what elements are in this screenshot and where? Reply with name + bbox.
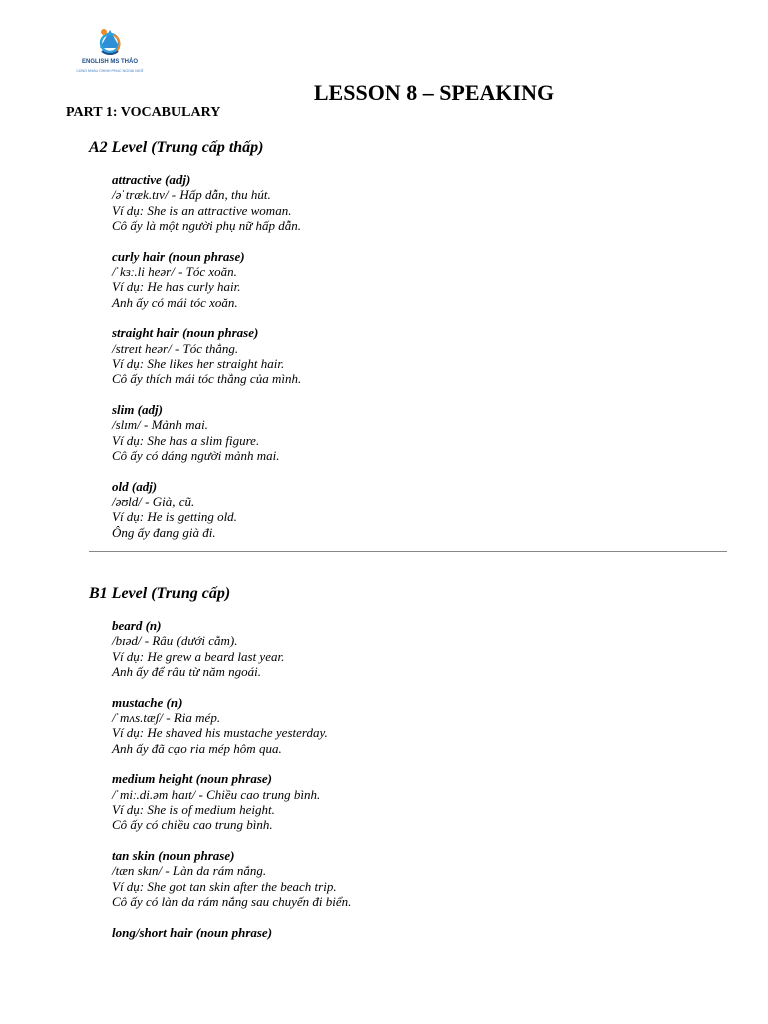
- vocab-term: attractive (adj): [112, 172, 191, 187]
- part-title: PART 1: VOCABULARY: [66, 105, 221, 120]
- vocab-pronunciation: /ˈmiː.di.əm haɪt/ - Chiều cao trung bình.: [112, 786, 321, 802]
- brand-tagline: CÙNG NHAU CHINH PHỤC NGOẠI NGỮ: [76, 69, 144, 73]
- vocab-pronunciation: /ˈkɜː.li heər/ - Tóc xoăn.: [112, 263, 237, 279]
- vocab-pronunciation: /slɪm/ - Mảnh mai.: [112, 417, 208, 433]
- vocab-translation: Cô ấy có làn da rám nắng sau chuyến đi biển.: [112, 893, 352, 909]
- vocab-example: Ví dụ: She likes her straight hair.: [112, 355, 285, 371]
- vocab-translation: Anh ấy để râu từ năm ngoái.: [112, 663, 261, 679]
- vocab-list-b1: [112, 618, 732, 956]
- vocab-example: Ví dụ: He shaved his mustache yesterday.: [112, 725, 328, 741]
- vocab-translation: Anh ấy có mái tóc xoăn.: [112, 294, 238, 310]
- vocab-term: straight hair (noun phrase): [112, 325, 259, 341]
- vocab-example: Ví dụ: He grew a beard last year.: [112, 648, 285, 664]
- vocab-example: Ví dụ: He is getting old.: [112, 509, 237, 525]
- vocab-term: medium height (noun phrase): [112, 771, 273, 787]
- vocab-example: Ví dụ: He has curly hair.: [112, 279, 241, 295]
- vocab-entry: [112, 925, 732, 940]
- vocab-entry: [112, 771, 732, 832]
- vocab-example: Ví dụ: She is an attractive woman.: [112, 202, 292, 218]
- vocab-example: Ví dụ: She is of medium height.: [112, 801, 275, 817]
- vocab-pronunciation: /əʊld/ - Già, cũ.: [112, 494, 195, 510]
- vocab-example: Ví dụ: She has a slim figure.: [112, 432, 260, 448]
- vocab-translation: Cô ấy có chiều cao trung bình.: [112, 817, 273, 833]
- vocab-term: long/short hair (noun phrase): [112, 924, 273, 940]
- vocab-translation: Cô ấy có dáng người mảnh mai.: [112, 447, 280, 463]
- vocab-term: slim (adj): [112, 402, 163, 418]
- vocab-translation: Cô ấy là một người phụ nữ hấp dẫn.: [112, 217, 302, 233]
- vocab-list-a2: [112, 172, 732, 555]
- vocab-example: Ví dụ: She got tan skin after the beach trip.: [112, 878, 337, 894]
- vocab-term: tan skin (noun phrase): [112, 848, 235, 864]
- vocab-entry: [112, 325, 732, 386]
- vocab-entry: [112, 249, 732, 310]
- vocab-term: curly hair (noun phrase): [112, 248, 245, 264]
- logo-mark-icon: [90, 26, 130, 60]
- section-heading-b1: B1 Level (Trung cấp): [89, 585, 231, 602]
- vocab-term: beard (n): [112, 618, 162, 633]
- section-divider: [89, 551, 727, 552]
- vocab-entry: [112, 695, 732, 756]
- vocab-pronunciation: /əˈtræk.tɪv/ - Hấp dẫn, thu hút.: [112, 187, 271, 203]
- vocab-translation: Ông ấy đang già đi.: [112, 524, 216, 540]
- vocab-pronunciation: /ˈmʌs.tæʃ/ - Ria mép.: [112, 709, 221, 725]
- vocab-entry: [112, 479, 732, 540]
- lesson-title: LESSON 8 – SPEAKING: [313, 80, 555, 105]
- vocab-pronunciation: /bɪəd/ - Râu (dưới cằm).: [112, 633, 238, 649]
- section-heading-a2: A2 Level (Trung cấp thấp): [89, 139, 264, 156]
- vocab-entry: [112, 618, 732, 679]
- vocab-pronunciation: /tæn skɪn/ - Làn da rám nắng.: [112, 863, 267, 879]
- vocab-entry: [112, 848, 732, 909]
- brand-name: ENGLISH MS THẢO: [81, 59, 138, 65]
- vocab-entry: [112, 402, 732, 463]
- vocab-translation: Cô ấy thích mái tóc thẳng của mình.: [112, 371, 302, 387]
- vocab-translation: Anh ấy đã cạo ria mép hôm qua.: [112, 740, 282, 756]
- brand-logo: [66, 26, 154, 80]
- vocab-entry: [112, 172, 732, 233]
- vocab-term: old (adj): [112, 478, 158, 494]
- vocab-term: mustache (n): [112, 694, 183, 710]
- vocab-pronunciation: /streɪt heər/ - Tóc thẳng.: [112, 340, 239, 356]
